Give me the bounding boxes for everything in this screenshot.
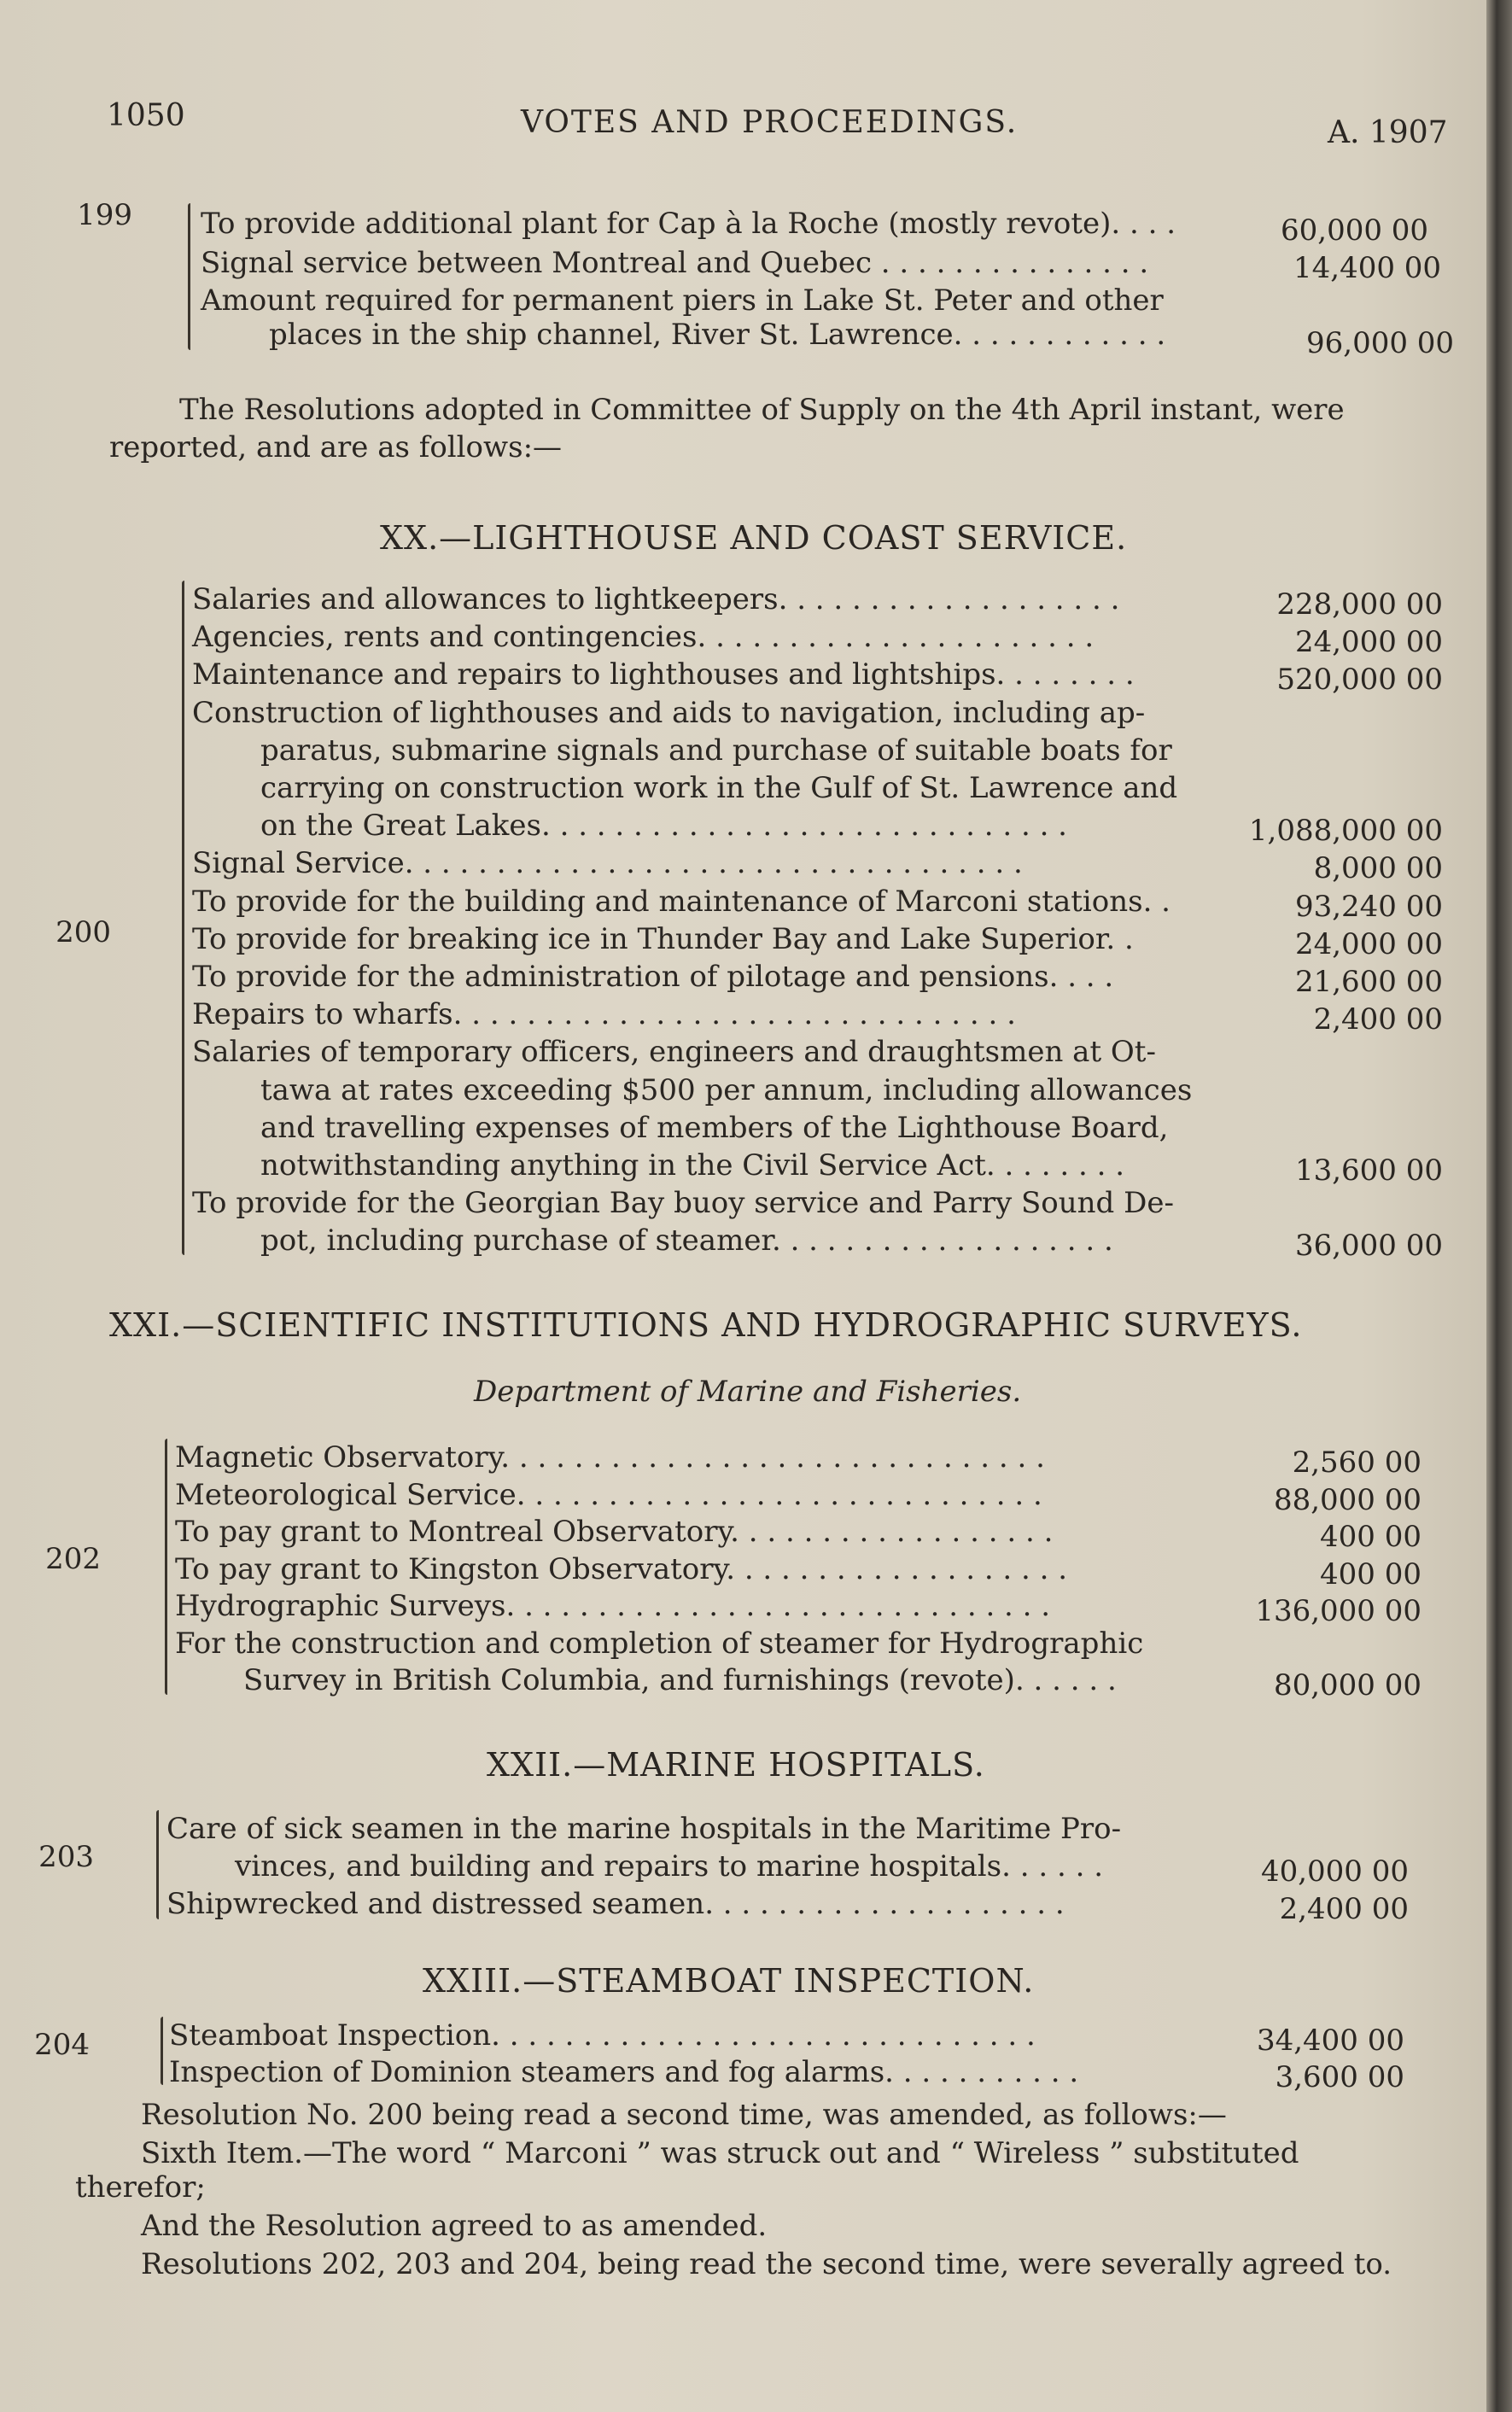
page-header xyxy=(107,98,1456,149)
item-amount: 80,000 00 xyxy=(1273,1668,1422,1702)
item-row: and travelling expenses of members of the Lighthouse Board, xyxy=(260,1110,1169,1145)
brace xyxy=(188,203,190,350)
item-row: Repairs to wharfs. . . . . . . . . . . . . . . . . . . . . . . . . . . . . . . xyxy=(192,997,1016,1032)
item-amount: 93,240 00 xyxy=(1294,889,1443,924)
item-row: To provide for breaking ice in Thunder Bay and Lake Superior. . xyxy=(192,921,1134,956)
item-row: Survey in British Columbia, and furnishings (revote). . . . . . xyxy=(243,1663,1117,1697)
item-amount: 8,000 00 xyxy=(1313,851,1443,886)
item-row: Magnetic Observatory. . . . . . . . . . . . . . . . . . . . . . . . . . . . . . xyxy=(175,1440,1045,1475)
intro-line-1: The Resolutions adopted in Committee of Supply on the 4th April instant, were xyxy=(179,393,1345,427)
item-row: Amount required for permanent piers in Lake St. Peter and other xyxy=(201,283,1164,318)
item-row: pot, including purchase of steamer. . . . . . . . . . . . . . . . . . . xyxy=(260,1224,1113,1259)
closing-line: Sixth Item.—The word “ Marconi ” was struck out and “ Wireless ” substituted xyxy=(141,2136,1299,2170)
item-amount: 40,000 00 xyxy=(1260,1854,1409,1889)
closing-line: Resolutions 202, 203 and 204, being read the second time, were severally agreed to. xyxy=(141,2247,1392,2281)
item-amount: 24,000 00 xyxy=(1294,625,1443,660)
resolution-number: 200 xyxy=(55,915,111,949)
item-amount: 24,000 00 xyxy=(1294,926,1443,961)
session-year: A. 1907 xyxy=(1328,115,1448,150)
resolution-number: 202 xyxy=(45,1542,101,1576)
resolution-number: 204 xyxy=(34,2028,90,2062)
item-amount: 2,400 00 xyxy=(1279,1892,1409,1926)
item-amount: 34,400 00 xyxy=(1256,2024,1404,2058)
intro-line-2: reported, and are as follows:— xyxy=(109,430,563,464)
item-row: To provide for the building and maintenance of Marconi stations. . xyxy=(192,884,1170,919)
item-row: notwithstanding anything in the Civil Service Act. . . . . . . . xyxy=(260,1148,1125,1183)
resolution-number: 203 xyxy=(38,1840,94,1874)
brace xyxy=(165,1439,167,1695)
closing-line: Resolution No. 200 being read a second time, was amended, as follows:— xyxy=(141,2098,1227,2132)
item-amount: 400 00 xyxy=(1320,1520,1422,1554)
item-row: Signal Service. . . . . . . . . . . . . . . . . . . . . . . . . . . . . . . . . . xyxy=(192,846,1023,881)
item-amount: 36,000 00 xyxy=(1294,1229,1443,1264)
page-number: 1050 xyxy=(107,98,185,133)
item-row: To pay grant to Montreal Observatory. . . . . . . . . . . . . . . . . . xyxy=(175,1515,1054,1549)
running-title: VOTES AND PROCEEDINGS. xyxy=(521,105,1019,140)
item-row: Shipwrecked and distressed seamen. . . . . . . . . . . . . . . . . . . . xyxy=(166,1887,1065,1921)
item-amount: 96,000 00 xyxy=(1306,326,1455,360)
item-row: paratus, submarine signals and purchase of suitable boats for xyxy=(260,733,1172,768)
brace xyxy=(182,581,184,1255)
item-amount: 228,000 00 xyxy=(1276,587,1443,622)
item-amount: 13,600 00 xyxy=(1294,1153,1443,1188)
item-amount: 520,000 00 xyxy=(1276,663,1443,698)
item-row: on the Great Lakes. . . . . . . . . . . . . . . . . . . . . . . . . . . . . xyxy=(260,809,1067,844)
item-row: carrying on construction work in the Gulf of St. Lawrence and xyxy=(260,771,1178,805)
section-title-xxii: XXII.—MARINE HOSPITALS. xyxy=(487,1746,985,1784)
item-amount: 2,560 00 xyxy=(1292,1445,1422,1480)
item-amount: 2,400 00 xyxy=(1313,1002,1443,1037)
item-row: To provide for the Georgian Bay buoy service and Parry Sound De- xyxy=(192,1186,1174,1221)
item-row: Hydrographic Surveys. . . . . . . . . . . . . . . . . . . . . . . . . . . . . . xyxy=(175,1589,1051,1623)
item-amount: 1,088,000 00 xyxy=(1248,814,1443,849)
brace xyxy=(156,1810,159,1919)
item-amount: 88,000 00 xyxy=(1273,1482,1422,1517)
item-row: To provide for the administration of pilotage and pensions. . . . xyxy=(192,960,1114,994)
item-row: To provide additional plant for Cap à la Roche (mostly revote). . . . xyxy=(201,207,1176,241)
book-spine-shadow xyxy=(1486,0,1512,2412)
item-row: Signal service between Montreal and Quebec . . . . . . . . . . . . . . . xyxy=(201,246,1149,280)
item-row: Maintenance and repairs to lighthouses and lightships. . . . . . . . xyxy=(192,657,1135,692)
item-row: To pay grant to Kingston Observatory. . . . . . . . . . . . . . . . . . . xyxy=(175,1551,1068,1586)
item-row: Salaries of temporary officers, engineers and draughtsmen at Ot- xyxy=(192,1035,1156,1070)
item-row: Salaries and allowances to lightkeepers. . . . . . . . . . . . . . . . . . . xyxy=(192,582,1120,616)
item-row: places in the ship channel, River St. Lawrence. . . . . . . . . . . . xyxy=(269,318,1166,352)
closing-line: therefor; xyxy=(75,2170,206,2205)
item-amount: 400 00 xyxy=(1320,1556,1422,1591)
section-title-xxiii: XXIII.—STEAMBOAT INSPECTION. xyxy=(423,1962,1035,2000)
item-row: Steamboat Inspection. . . . . . . . . . . . . . . . . . . . . . . . . . . . . . xyxy=(169,2018,1036,2053)
item-row: Construction of lighthouses and aids to navigation, including ap- xyxy=(192,695,1146,730)
item-row: For the construction and completion of steamer for Hydrographic xyxy=(175,1626,1144,1661)
item-amount: 14,400 00 xyxy=(1293,251,1442,285)
closing-line: And the Resolution agreed to as amended. xyxy=(141,2209,768,2243)
item-row: vinces, and building and repairs to marine hospitals. . . . . . xyxy=(235,1849,1103,1883)
item-amount: 136,000 00 xyxy=(1255,1594,1422,1628)
item-row: Care of sick seamen in the marine hospitals in the Maritime Pro- xyxy=(166,1812,1122,1846)
section-title-xxi: XXI.—SCIENTIFIC INSTITUTIONS AND HYDROGRAPHIC SURVEYS. xyxy=(109,1306,1303,1344)
item-row: tawa at rates exceeding $500 per annum, including allowances xyxy=(260,1072,1193,1107)
section-title-xx: XX.—LIGHTHOUSE AND COAST SERVICE. xyxy=(380,519,1128,557)
item-amount: 21,600 00 xyxy=(1294,965,1443,999)
item-row: Inspection of Dominion steamers and fog alarms. . . . . . . . . . . xyxy=(169,2055,1079,2089)
item-row: Meteorological Service. . . . . . . . . . . . . . . . . . . . . . . . . . . . . xyxy=(175,1477,1042,1512)
resolution-number: 199 xyxy=(77,198,132,232)
section-subtitle: Department of Marine and Fisheries. xyxy=(474,1375,1022,1409)
item-amount: 60,000 00 xyxy=(1281,213,1429,248)
item-row: Agencies, rents and contingencies. . . . . . . . . . . . . . . . . . . . . . xyxy=(192,620,1095,655)
brace xyxy=(161,2017,163,2085)
item-amount: 3,600 00 xyxy=(1275,2060,1404,2094)
